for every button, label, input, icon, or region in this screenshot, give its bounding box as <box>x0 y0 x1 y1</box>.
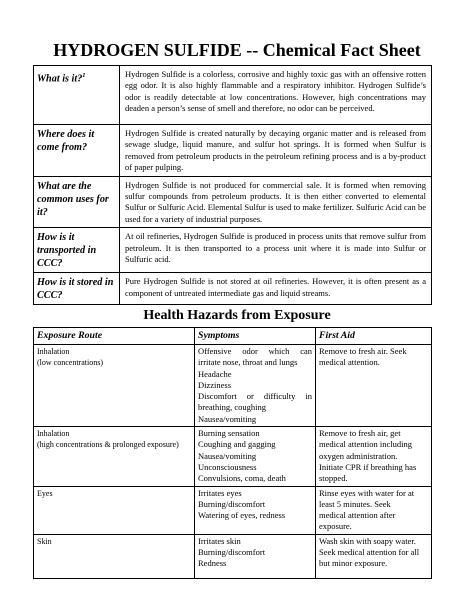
fact-question: How is it transported in CCC? <box>34 228 120 273</box>
table-header-row <box>34 328 432 345</box>
section-heading: Health Hazards from Exposure <box>143 308 331 323</box>
first-aid-cell: Wash skin with soapy water. Seek medical attention for all but minor exposure. <box>316 534 432 578</box>
symptoms-cell: Irritates eyes Burning/discomfort Watering of eyes, redness <box>195 486 316 534</box>
fact-row <box>34 66 432 125</box>
footnote-marker: 1 <box>82 72 86 79</box>
hazards-table <box>33 327 432 579</box>
fact-question: What are the common uses for it? <box>34 176 120 228</box>
fact-answer: Hydrogen Sulfide is created naturally by decaying organic matter and is released from sewage sludge, liquid manure, and sulfur hot springs. It is formed when Sulfur is removed from petroleum products in the petroleum refining process and is a by-product of paper pulping. <box>120 125 432 177</box>
column-header-route: Exposure Route <box>34 328 195 345</box>
fact-row <box>34 176 432 228</box>
symptoms-cell: Offensive odor which can irritate nose, throat and lungs Headache Dizziness Discomfort or difficulty in breathing, coughing Nausea/vomiting <box>195 345 316 427</box>
fact-row <box>34 125 432 177</box>
page-title: HYDROGEN SULFIDE -- Chemical Fact Sheet <box>53 40 421 60</box>
fact-row <box>34 273 432 305</box>
route-cell: Inhalation (low concentrations) <box>34 345 195 427</box>
column-header-symptoms: Symptoms <box>195 328 316 345</box>
fact-table <box>33 65 432 305</box>
fact-answer: Hydrogen Sulfide is not produced for commercial sale. It is formed when removing sulfur compounds from petroleum products. It is then either converted to elemental Sulfur or Sulfuric Acid. Elemental Sulfur is used to make fertilizer. Sulfuric Acid can be used for a variety of industrial purposes. <box>120 176 432 228</box>
table-row <box>34 345 432 427</box>
first-aid-cell: Rinse eyes with water for at least 5 minutes. Seek medical attention after exposure. <box>316 486 432 534</box>
fact-row <box>34 228 432 273</box>
fact-question: Where does it come from? <box>34 125 120 177</box>
symptoms-cell: Irritates skin Burning/discomfort Redness <box>195 534 316 578</box>
column-header-first-aid: First Aid <box>316 328 432 345</box>
route-cell: Eyes <box>34 486 195 534</box>
route-cell: Inhalation (high concentrations & prolonged exposure) <box>34 427 195 486</box>
first-aid-cell: Remove to fresh air, get medical attention including oxygen administration. Initiate CPR if breathing has stopped. <box>316 427 432 486</box>
table-row <box>34 427 432 486</box>
fact-question: What is it?$^1$ <box>34 66 120 125</box>
fact-question: How is it stored in CCC? <box>34 273 120 305</box>
table-row <box>34 486 432 534</box>
first-aid-cell: Remove to fresh air. Seek medical attention. <box>316 345 432 427</box>
symptoms-cell: Burning sensation Coughing and gagging Nausea/vomiting Unconsciousness Convulsions, coma, death <box>195 427 316 486</box>
route-cell: Skin <box>34 534 195 578</box>
fact-answer: At oil refineries, Hydrogen Sulfide is produced in process units that remove sulfur from petroleum. It is then transported to a process unit where it is made into Sulfur or Sulfuric acid. <box>120 228 432 273</box>
fact-answer: Hydrogen Sulfide is a colorless, corrosive and highly toxic gas with an offensive rotten egg odor. It is also highly flammable and a respiratory inhibitor. Hydrogen Sulfide’s odor is readily detectable at low concentrations. However, high concentrations may deaden a person’s sense of smell and therefore, no odor can be perceived. <box>120 66 432 125</box>
fact-answer: Pure Hydrogen Sulfide is not stored at oil refineries. However, it is often present as a component of untreated intermediate gas and liquid streams. <box>120 273 432 305</box>
table-row <box>34 534 432 578</box>
